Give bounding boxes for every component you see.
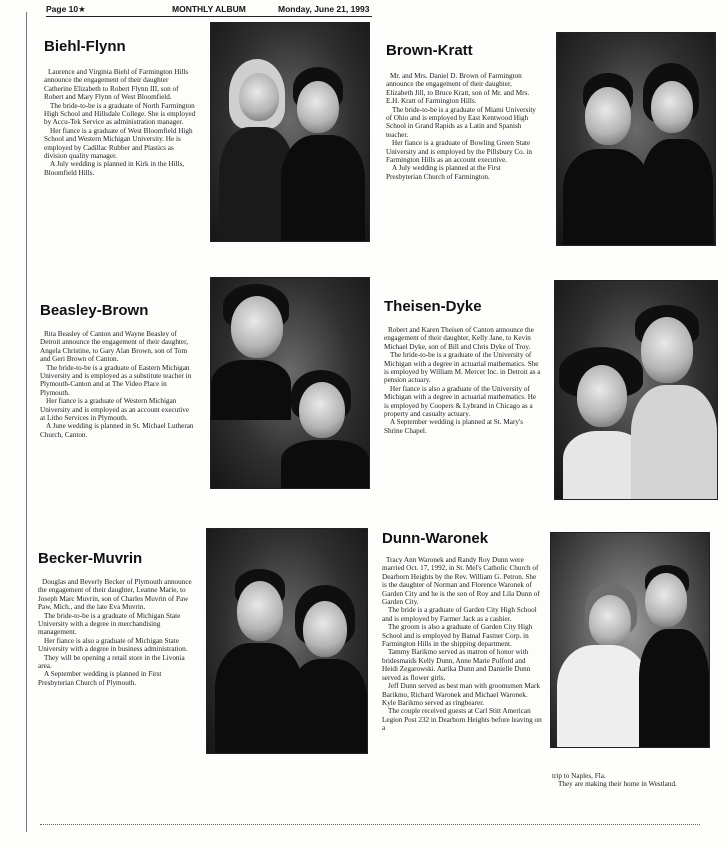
article-theisen-dyke bbox=[384, 326, 542, 435]
headline-beasley-brown: Beasley-Brown bbox=[40, 302, 149, 319]
paragraph: A July wedding is planned in Kirk in the Hills, Bloomfield Hills. bbox=[44, 160, 185, 177]
headline-dunn-waronek: Dunn-Waronek bbox=[382, 530, 489, 547]
paragraph: Tracy Ann Waronek and Randy Roy Dunn were married Oct. 17, 1992, in St. Mel's Catholic Church of Dearborn Heights by the Rev. William G. Petron. She is the daughter of Norman and Florence Waronek of Garden City and he is the son of Roy and Lila Dunn of Garden City. bbox=[382, 556, 540, 607]
page-bottom-rule bbox=[40, 824, 700, 827]
couple-photo-biehl-flynn bbox=[210, 22, 370, 242]
article-becker-muvrin bbox=[38, 578, 194, 687]
paragraph: Her fiance is a graduate of Western Michigan University and is employed as an account executive at Litho Services in Plymouth. bbox=[40, 397, 190, 423]
paragraph: Her fiance is also a graduate of Michigan State University with a degree in business administration. bbox=[38, 636, 188, 654]
paragraph: The bride-to-be is a graduate of Eastern Michigan University and is employed as a substitute teacher in Plymouth-Canton and at The Video Place in Plymouth. bbox=[40, 363, 192, 397]
section-name: MONTHLY ALBUM bbox=[172, 4, 246, 14]
paragraph: A June wedding is planned in St. Michael Lutheran Church, Canton. bbox=[40, 422, 194, 439]
article-brown-kratt bbox=[386, 72, 538, 181]
article-dunn-waronek-continued bbox=[552, 772, 708, 789]
paragraph: trip to Naples, Fla. bbox=[552, 772, 606, 780]
paragraph: A September wedding is planned at St. Mary's Shrine Chapel. bbox=[384, 418, 524, 435]
paragraph: Robert and Karen Theisen of Canton announce the engagement of their daughter, Kelly Jane, to Kevin Michael Dyke, son of Bill and Chris Dyke of Troy. bbox=[384, 326, 534, 351]
paragraph: A July wedding is planned at the First Presbyterian Church of Farmington. bbox=[386, 164, 501, 181]
article-dunn-waronek bbox=[382, 556, 542, 733]
wedding-photo-dunn-waronek bbox=[550, 532, 710, 748]
article-beasley-brown bbox=[40, 330, 196, 439]
masthead bbox=[46, 4, 372, 17]
paragraph: Laurence and Virginia Biehl of Farmington Hills announce the engagement of their daughter Catherine Elizabeth to Robert Flynn III, son of Robert and Mary Flynn of West Bloomfield. bbox=[44, 68, 189, 102]
paragraph: The bride-to-be is a graduate of Michigan State University with a degree in merchandising management. bbox=[38, 611, 181, 637]
paragraph: Her fiance is a graduate of Bowling Green State University and is employed by the Pillsbury Co. in Farmington Hills as an account executive. bbox=[386, 139, 532, 165]
paragraph: The bride-to-be is a graduate of Miami University of Ohio and is employed by East Kentwood High School in Grand Rapids as a Latin and Spanish teacher. bbox=[386, 105, 536, 139]
paragraph: A September wedding is planned in First Presbyterian Church of Plymouth. bbox=[38, 670, 162, 687]
paragraph: The couple received guests at Carl Stitt American Legion Post 232 in Dearborn Heights before leaving on a bbox=[382, 707, 542, 733]
publication-date: Monday, June 21, 1993 bbox=[278, 4, 370, 14]
couple-photo-beasley-brown bbox=[210, 277, 370, 489]
paragraph: Tammy Barikmo served as matron of honor with bridesmaids Kelly Dunn, Anne Marie Pulford and Heidi Zegarowski. Aarika Dunn and Danielle Dunn served as flower girls. bbox=[382, 648, 531, 682]
column-rule bbox=[26, 12, 27, 832]
headline-brown-kratt: Brown-Kratt bbox=[386, 42, 473, 59]
paragraph: The groom is also a graduate of Garden City High School and is employed by Bamal Fastner Corp. in Farmington Hills in the shipping department. bbox=[382, 623, 533, 649]
paragraph: Her fiance is a graduate of West Bloomfield High School and Western Michigan University. He is employed by Cadillac Rubber and Plastics as division quality manager. bbox=[44, 126, 193, 161]
paragraph: They are making their home in Westland. bbox=[558, 780, 677, 789]
paragraph: Jeff Dunn served as best man with groomsmen Mark Barikmo, Richard Waronek and Michael Waronek. Kyle Barikmo served as ringbearer. bbox=[382, 682, 540, 707]
paragraph: They will be opening a retail store in the Livonia area. bbox=[38, 653, 185, 671]
headline-becker-muvrin: Becker-Muvrin bbox=[38, 550, 143, 567]
headline-biehl-flynn: Biehl-Flynn bbox=[44, 38, 126, 55]
paragraph: The bride-to-be is a graduate of North Farmington High School and Hillsdale College. She is employed by Accu-Tek Service as administration manager. bbox=[44, 101, 196, 127]
couple-photo-becker-muvrin bbox=[206, 528, 368, 754]
headline-theisen-dyke: Theisen-Dyke bbox=[384, 298, 482, 315]
paragraph: The bride is a graduate of Garden City High School and is employed by Farmer Jack as a cashier. bbox=[382, 606, 537, 623]
paragraph: Rita Beasley of Canton and Wayne Beasley of Detroit announce the engagement of their daughter, Angela Christine, to Gary Alan Brown, son of Tom and Geri Brown of Canton. bbox=[40, 330, 188, 364]
couple-photo-brown-kratt bbox=[556, 32, 716, 246]
paragraph: The bride-to-be is a graduate of the University of Michigan with a degree in actuarial mathematics. She is employed by William M. Mercer Inc. in Detroit as a pension actuary. bbox=[384, 351, 541, 385]
paragraph: Mr. and Mrs. Daniel D. Brown of Farmington announce the engagement of their daughter, Elizabeth Jill, to Bruce Kratt, son of Mr. and Mrs. E.H. Kratt of Farmington Hills. bbox=[386, 72, 530, 106]
couple-photo-theisen-dyke bbox=[554, 280, 718, 500]
paragraph: Her fiance is also a graduate of the University of Michigan with a degree in actuarial mathematics. He is employed by Coopers & Lybrand in Chicago as a property and casualty actuary. bbox=[384, 384, 537, 419]
article-biehl-flynn bbox=[44, 68, 196, 177]
page-number: Page 10★ bbox=[46, 4, 86, 14]
paragraph: Douglas and Beverly Becker of Plymouth announce the engagement of their daughter, Leanne Marie, to Joseph Marc Muvrin, son of Charles Muvrin of Paw Paw, Mich., and the late Eva Muvrin. bbox=[38, 578, 192, 612]
